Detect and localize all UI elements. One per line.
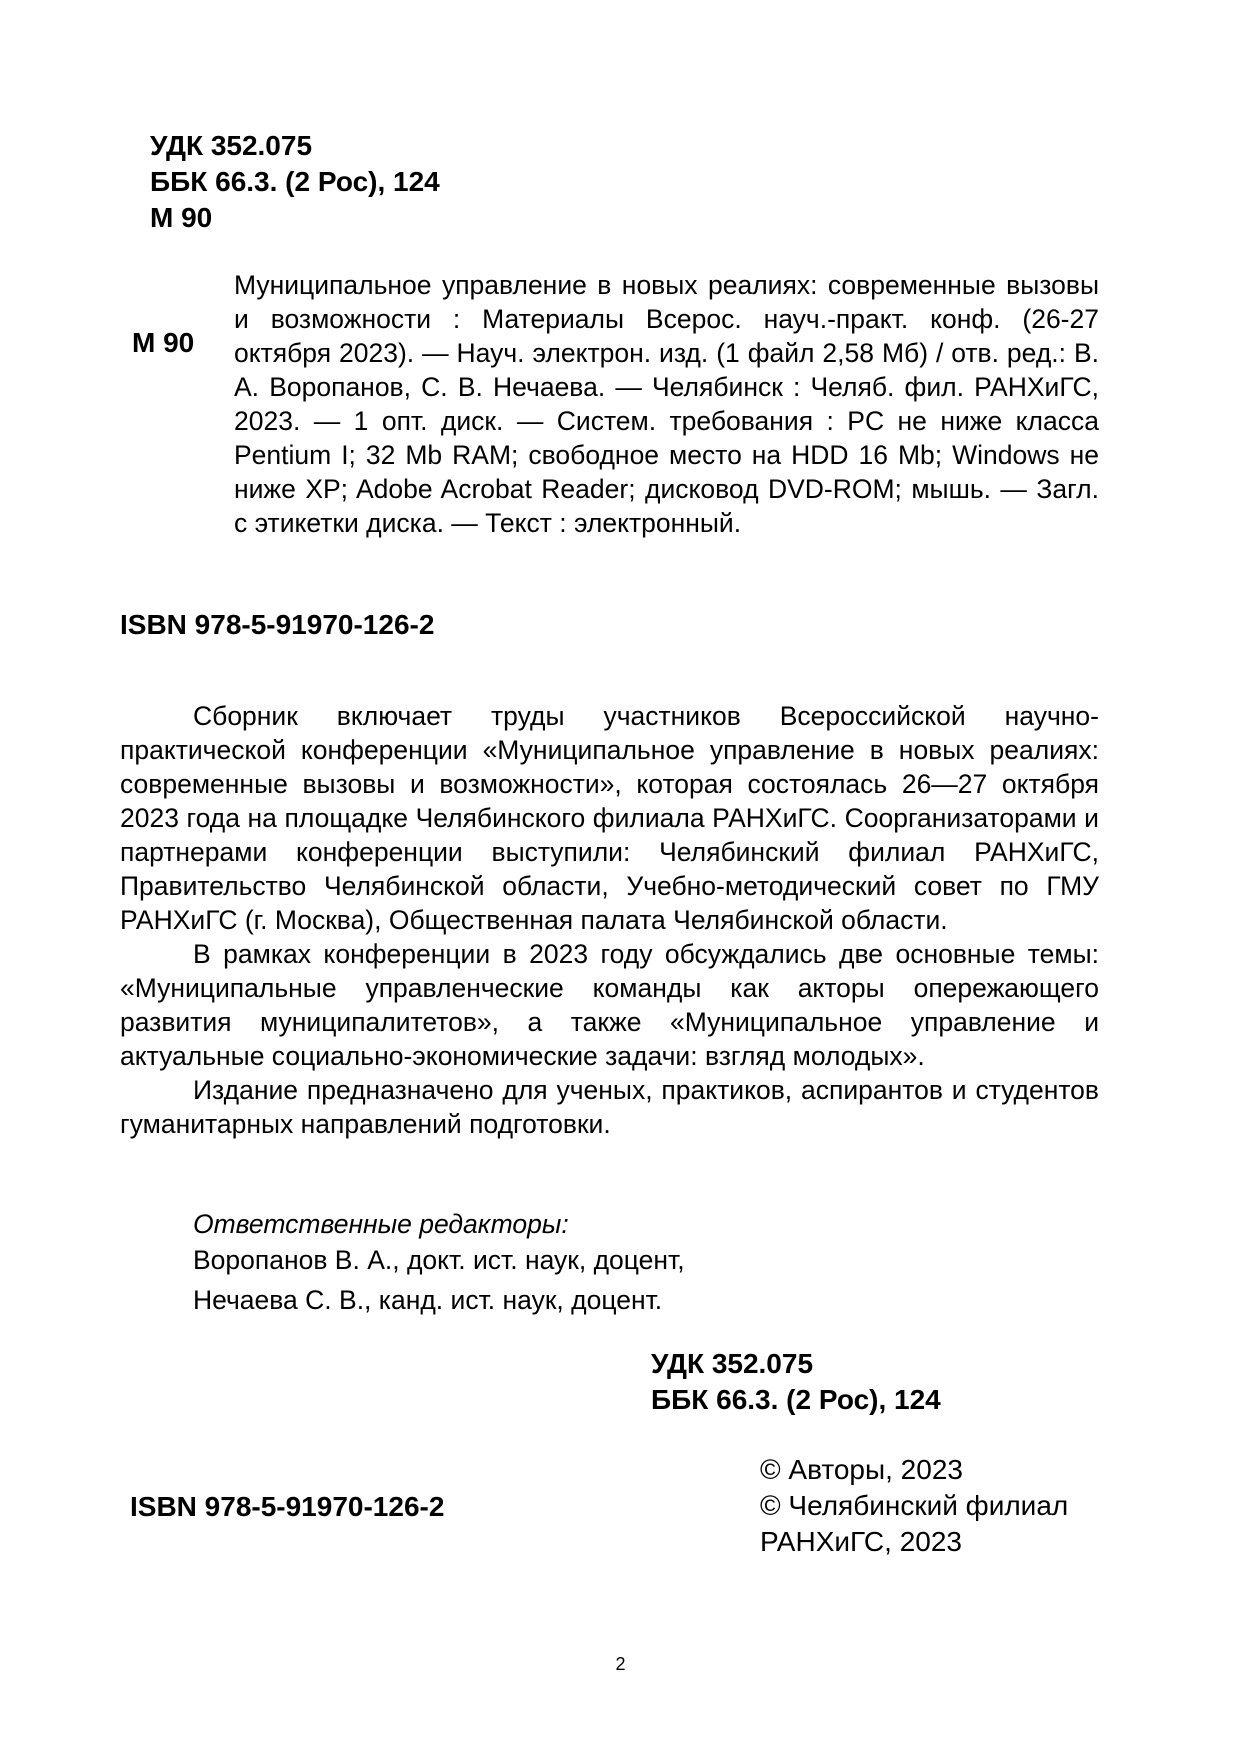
copyright-block [760,1452,1068,1560]
page-number: 2 [615,1654,626,1674]
udk-block-bottom [651,1346,941,1418]
author-mark: М 90 [150,202,213,233]
udk-code: УДК 352.075 [150,130,313,161]
annotation-paragraph: Сборник включает труды участников Всероссийской научно-практической конференции «Муниципальное управление в новых реалиях: современные вызовы и возможности», которая состоялась 26—27 октября 2023 года на площадке Челябинского филиала РАНХиГС. Соорганизаторами и партнерами конференции выступили: Челябинский филиал РАНХиГС, Правительство Челябинской области, Учебно-методический совет по ГМУ РАНХиГС (г. Москва), Общественная палата Челябинской области. [120,701,1099,935]
isbn-top: ISBN 978-5-91970-126-2 [120,609,435,640]
udk-code: УДК 352.075 [651,1348,814,1379]
editors-block [193,1206,685,1318]
copyright-line: © Авторы, 2023 [760,1454,963,1485]
annotation-paragraph: В рамках конференции в 2023 году обсуждались две основные темы: «Муниципальные управленческие команды как акторы опережающего развития муниципалитетов», а также «Муниципальное управление и актуальные социально-экономические задачи: взгляд молодых». [120,939,1099,1071]
annotation [120,699,1099,1141]
udk-block-top [150,128,440,236]
editor-entry: Воропанов В. А., докт. ист. наук, доцент, [193,1245,685,1275]
copyright-line: © Челябинский филиал [760,1490,1069,1521]
editor-entry: Нечаева С. В., канд. ист. наук, доцент. [193,1285,663,1315]
bbk-code: ББК 66.3. (2 Рос), 124 [150,166,440,197]
bbk-code: ББК 66.3. (2 Рос), 124 [651,1384,941,1415]
editors-title: Ответственные редакторы: [193,1209,569,1239]
biblio-author-mark: М 90 [132,327,195,358]
bibliographic-description: Муниципальное управление в новых реалиях: современные вызовы и возможности : Материалы Всерос. науч.-практ. конф. (26-27 октября 2023). — Науч. электрон. изд. (1 файл 2,58 Мб) / отв. ред.: В. А. Воропанов, С. В. Нечаева. — Челябинск : Челяб. фил. РАНХиГС, 2023. — 1 опт. диск. — Систем. требования : PC не ниже класса Pentium I; 32 Mb RAM; свободное место на HDD 16 Mb; Windows не ниже XP; Adobe Acrobat Reader; дисковод DVD-ROM; мышь. — Загл. с этикетки диска. — Текст : электронный. [234,270,1099,538]
isbn-bottom: ISBN 978-5-91970-126-2 [130,1491,445,1522]
annotation-paragraph: Издание предназначено для ученых, практиков, аспирантов и студентов гуманитарных направлений подготовки. [120,1075,1099,1139]
copyright-line: РАНХиГС, 2023 [760,1526,962,1557]
